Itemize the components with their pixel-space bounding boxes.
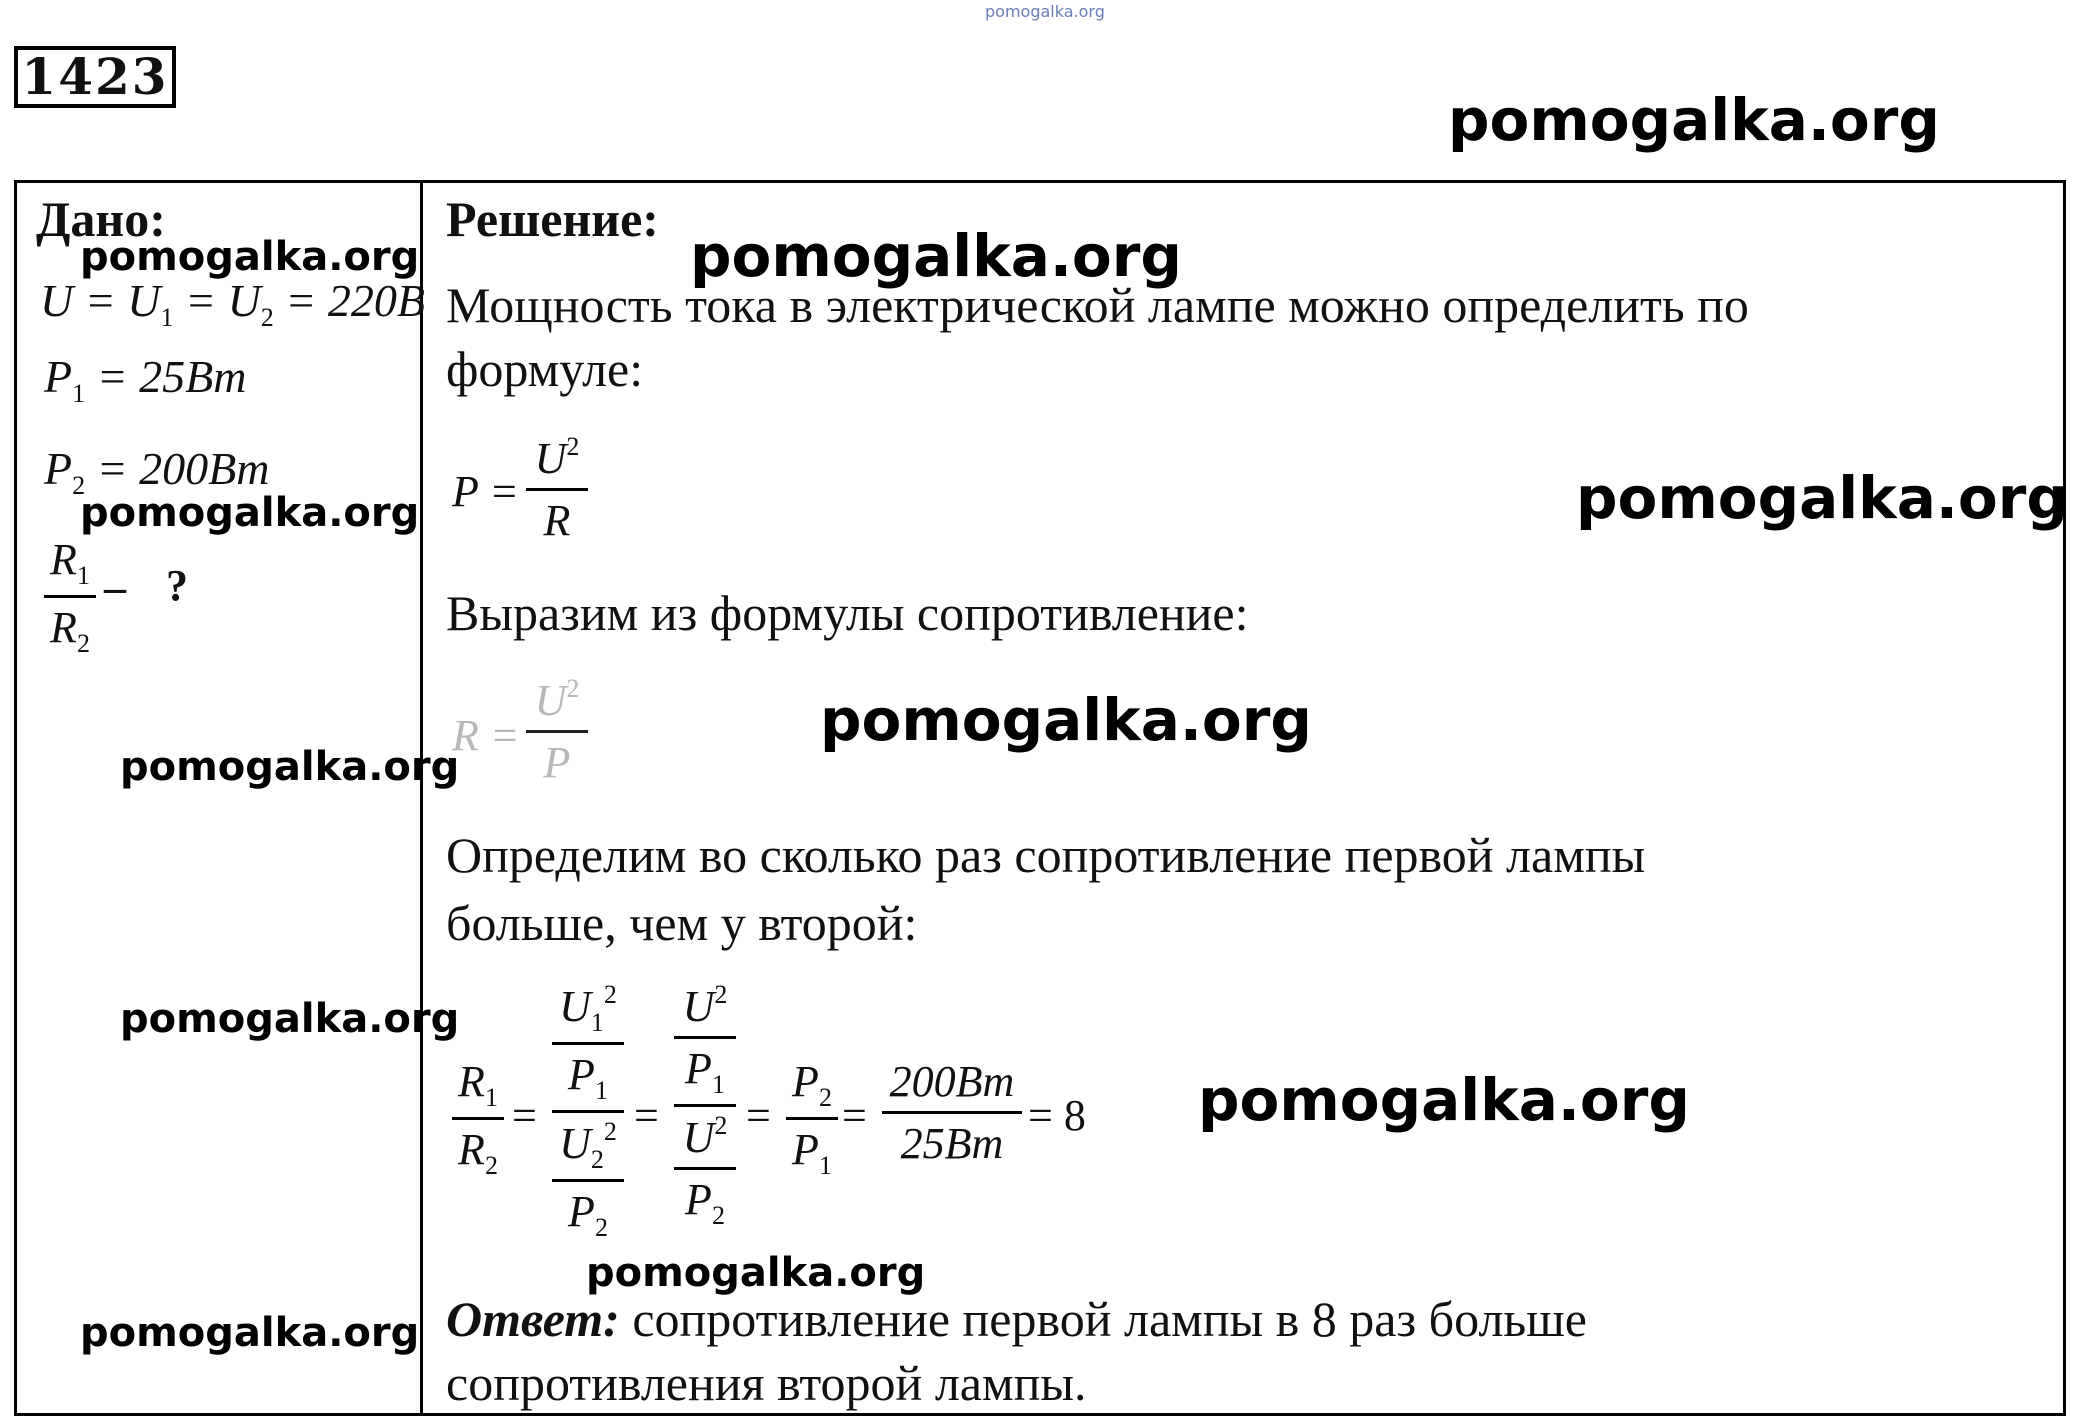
column-divider bbox=[420, 180, 423, 1416]
formula-3-result: = 8 bbox=[1028, 1091, 1086, 1140]
watermark-solution-2: pomogalka.org bbox=[1576, 464, 2068, 532]
formula-2-lhs: R = bbox=[452, 711, 520, 760]
given-heading: Дано: bbox=[36, 191, 166, 247]
given-find-dash: – bbox=[104, 563, 126, 612]
answer-label: Ответ: bbox=[446, 1291, 620, 1347]
given-power-2: $P_2 = 200Bm$ bbox=[44, 443, 270, 500]
formula-3-eq-3: = bbox=[746, 1091, 771, 1140]
formula-3-power-ratio: $P_2$ $P_1$ bbox=[786, 1056, 838, 1181]
given-power-1: $P_1 = 25Bm$ bbox=[44, 351, 247, 408]
answer-line-1 bbox=[446, 1290, 1587, 1348]
watermark-given-3: pomogalka.org bbox=[120, 744, 460, 790]
formula-1-lhs: P = bbox=[452, 467, 519, 516]
given-find-question: ? bbox=[166, 561, 188, 610]
watermark-given-4: pomogalka.org bbox=[120, 996, 460, 1042]
solution-text-3a: Определим во сколько раз сопротивление первой лампы bbox=[446, 827, 1646, 883]
watermark-solution-4: pomogalka.org bbox=[1198, 1066, 1690, 1134]
formula-2-fraction: $U^2$ P bbox=[526, 674, 588, 788]
watermark-solution-3: pomogalka.org bbox=[820, 686, 1312, 754]
formula-3-eq-4: = bbox=[842, 1091, 867, 1140]
answer-text-1: сопротивление первой лампы в 8 раз больше bbox=[632, 1291, 1587, 1347]
solution-heading: Решение: bbox=[446, 191, 659, 247]
formula-3-eq-2: = bbox=[634, 1091, 659, 1140]
watermark-given-5: pomogalka.org bbox=[80, 1310, 420, 1356]
solution-text-1b: формуле: bbox=[446, 341, 644, 397]
solution-text-1a: Мощность тока в электрической лампе можно определить по bbox=[446, 277, 1749, 333]
formula-3-eq-1: = bbox=[512, 1091, 537, 1140]
solution-text-2: Выразим из формулы сопротивление: bbox=[446, 585, 1249, 641]
formula-3-compound-2: $U^2$ $P_1$ $U^2$ $P_2$ bbox=[674, 980, 736, 1231]
answer-line-2: сопротивления второй лампы. bbox=[446, 1355, 1087, 1411]
problem-number: 1423 bbox=[14, 46, 176, 108]
formula-1-fraction: $U^2$ R bbox=[526, 432, 588, 546]
watermark-given-2: pomogalka.org bbox=[80, 490, 420, 536]
watermark-tiny-top: pomogalka.org bbox=[985, 2, 1105, 21]
solution-table bbox=[14, 180, 2066, 1416]
watermark-solution-5: pomogalka.org bbox=[586, 1250, 926, 1296]
given-voltage: $U = U_1 = U_2 = 220B$ bbox=[40, 275, 425, 332]
formula-3-compound-1: $U_1^2$ $P_1$ $U_2^2$ $P_2$ bbox=[552, 980, 624, 1243]
formula-3-numeric-ratio: 200Bm 25Bm bbox=[882, 1056, 1022, 1169]
watermark-top-right: pomogalka.org bbox=[1448, 86, 1940, 154]
solution-text-3b: больше, чем у второй: bbox=[446, 895, 918, 951]
watermark-given-1: pomogalka.org bbox=[80, 234, 420, 280]
given-find-fraction: $R_1$ $R_2$ bbox=[44, 534, 96, 659]
watermark-solution-1: pomogalka.org bbox=[690, 222, 1182, 290]
formula-3-ratio-r: $R_1$ $R_2$ bbox=[452, 1056, 504, 1181]
